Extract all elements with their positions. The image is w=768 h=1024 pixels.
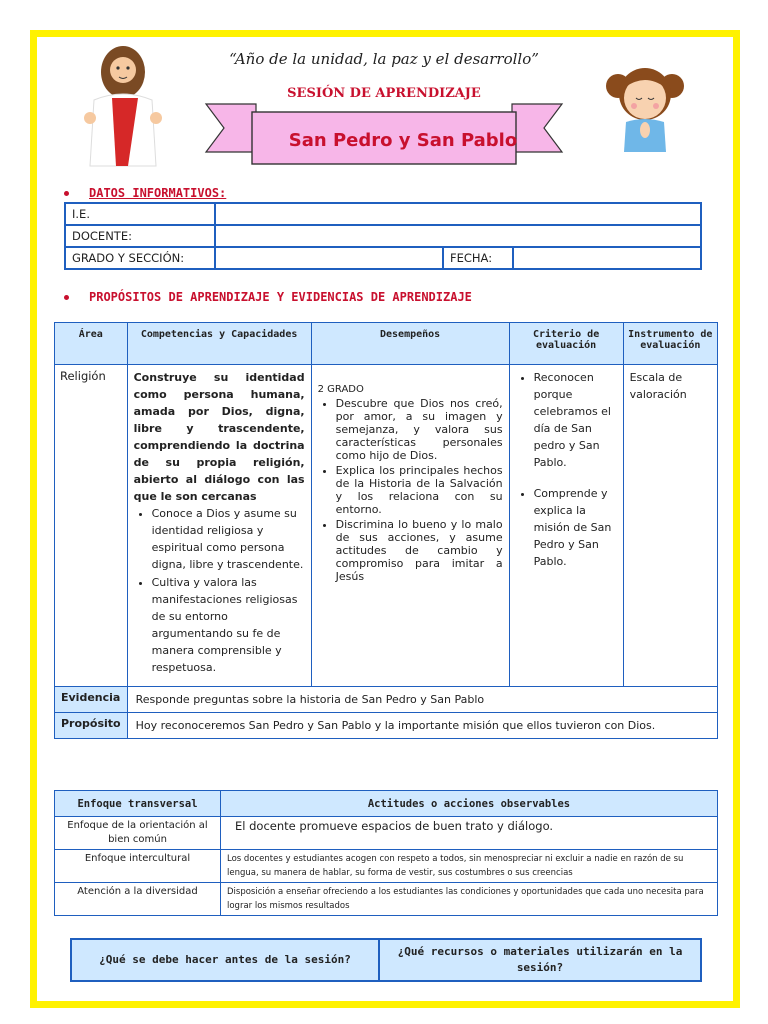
header-competencias: Competencias y Capacidades [127,323,311,365]
datos-table [64,202,702,270]
proposito-label: Propósito [55,713,128,739]
grado-text: 2 GRADO [317,384,364,395]
bullet-icon [64,295,69,300]
enfoque-name: Atención a la diversidad [55,883,221,916]
criterio-item: • Reconocen porque celebramos el día de San pedro y San Pablo. [534,369,617,471]
header-actitudes: Actitudes o acciones observables [221,791,718,817]
capacidades-list [134,505,305,676]
header-instrumento: Instrumento de evaluación [623,323,717,365]
header-desempenos: Desempeños [311,323,509,365]
desempeno-item: • Explica los principales hechos de la Historia de la Salvación y los relaciona con su entorno. [336,464,503,516]
header-criterio: Criterio de evaluación [509,323,623,365]
pregunta-antes: ¿Qué se debe hacer antes de la sesión? [71,939,379,981]
datos-heading [64,186,226,200]
ie-field[interactable] [215,203,701,225]
propositos-table [54,322,718,739]
evidencia-label: Evidencia [55,687,128,713]
enfoques-table [54,790,718,916]
header-area: Área [55,323,128,365]
competencia-text: Construye su identidad como persona humana, amada por Dios, digna, libre y trascendente, comprendiendo la doctrina de su propia religión, abierto al diálogo con las que le son cercanas [133,371,305,503]
banner-title: San Pedro y San Pablo [288,130,518,151]
datos-heading-text: DATOS INFORMATIVOS: [89,186,227,200]
grado-label: GRADO Y SECCIÓN: [65,247,215,269]
header-enfoque: Enfoque transversal [55,791,221,817]
criterios-list [516,369,617,570]
enfoque-name: Enfoque intercultural [55,850,221,883]
proposito-text: Hoy reconoceremos San Pedro y San Pablo y la importante misión que ellos tuvieron con Dios. [127,713,717,739]
session-title: SESIÓN DE APRENDIZAJE [287,86,481,101]
motto-text: “Año de la unidad, la paz y el desarrollo” [229,50,539,68]
bullet-icon [64,191,69,196]
criterio-cell [509,365,623,687]
grado-field[interactable] [215,247,443,269]
area-cell: Religión [55,365,128,687]
ie-label: I.E. [65,203,215,225]
enfoque-actitud: Los docentes y estudiantes acogen con respeto a todos, sin menospreciar ni excluir a nadie en razón de su lengua, su manera de hablar, su forma de vestir, sus costumbres o sus creencias [221,850,718,883]
pregunta-recursos: ¿Qué recursos o materiales utilizarán en la sesión? [379,939,701,981]
competencias-cell [127,365,311,687]
fecha-field[interactable] [513,247,701,269]
desempenos-list [318,397,503,583]
desempeno-item: • Discrimina lo bueno y lo malo de sus acciones, y asume actitudes de cambio y compromiso para imitar a Jesús [336,518,503,583]
fecha-label: FECHA: [443,247,513,269]
desempeno-item: • Descubre que Dios nos creó, por amor, a su imagen y semejanza, y valora sus características personales como hijo de Dios. [336,397,503,462]
capacidad-item: • Cultiva y valora las manifestaciones religiosas de su entorno argumentando su fe de manera comprensible y respetuosa. [152,574,305,676]
enfoque-name: Enfoque de la orientación al bien común [55,817,221,850]
girl-praying-illustration [600,60,690,156]
instrumento-cell: Escala de valoración [623,365,717,687]
criterio-item: • Comprende y explica la misión de San Pedro y San Pablo. [534,485,617,570]
preguntas-table [70,938,702,982]
enfoque-actitud: Disposición a enseñar ofreciendo a los estudiantes las condiciones y oportunidades que cada uno necesita para lograr los mismos resultados [221,883,718,916]
desempenos-cell [311,365,509,687]
enfoque-actitud: El docente promueve espacios de buen trato y diálogo. [221,817,718,850]
capacidad-item: • Conoce a Dios y asume su identidad religiosa y espiritual como persona digna, libre y trascendente. [152,505,305,573]
docente-field[interactable] [215,225,701,247]
propositos-heading [64,290,472,304]
evidencia-text: Responde preguntas sobre la historia de San Pedro y San Pablo [127,687,717,713]
docente-label: DOCENTE: [65,225,215,247]
propositos-heading-text: PROPÓSITOS DE APRENDIZAJE Y EVIDENCIAS DE APRENDIZAJE [89,290,472,304]
